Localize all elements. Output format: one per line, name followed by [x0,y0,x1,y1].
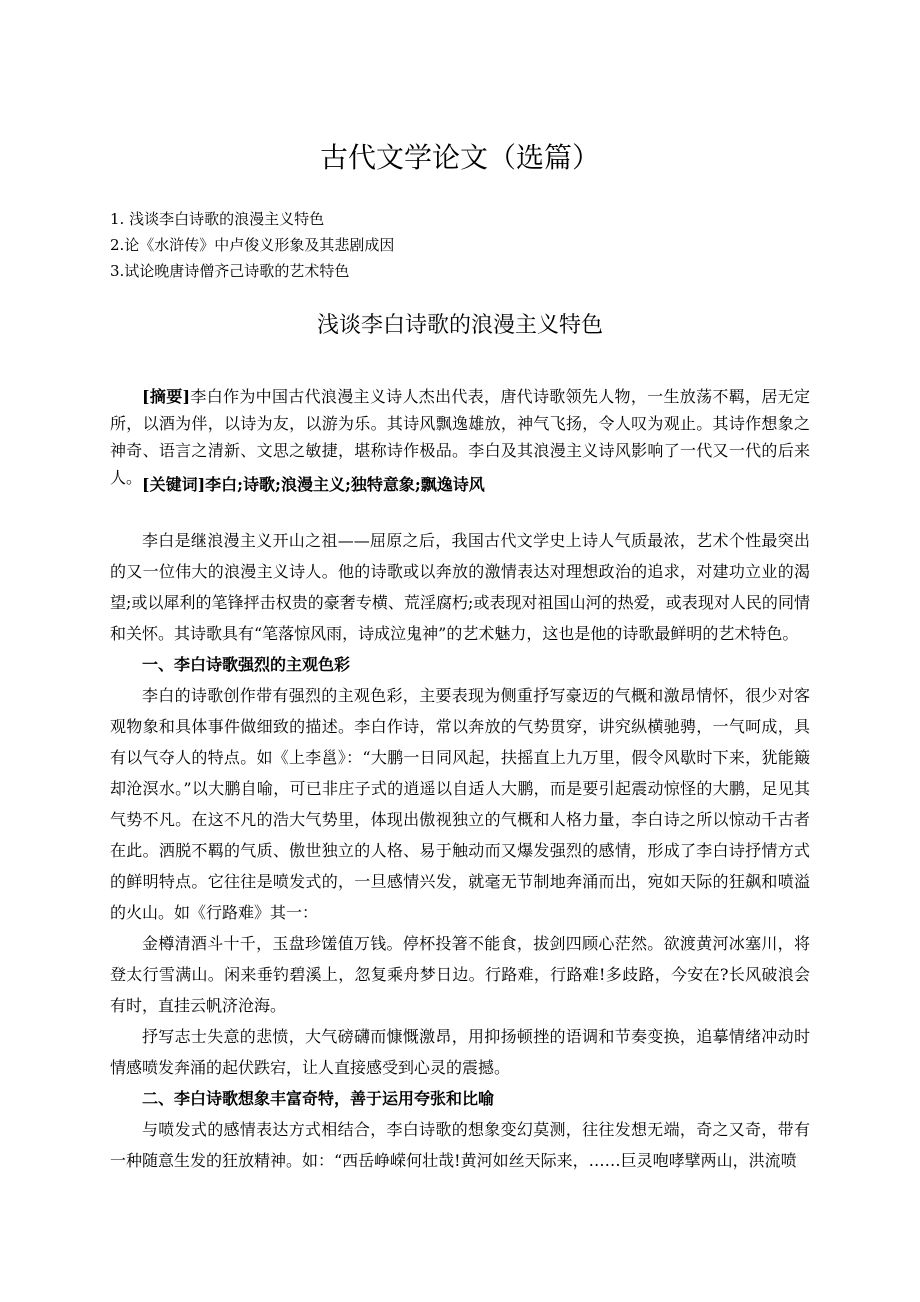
section-1-conclusion: 抒写志士失意的悲愤，大气磅礴而慷慨激昂，用抑扬顿挫的语调和节奏变换，追摹情绪冲动时情感喷发奔涌的起伏跌宕，让人直接感受到心灵的震撼。 [110,1027,810,1077]
toc-item: 3.试论晚唐诗僧齐己诗歌的艺术特色 [110,262,350,280]
document-title: 古代文学论文（选篇） [319,141,600,174]
section-2-heading: 二、李白诗歌想象丰富奇特，善于运用夸张和比喻 [142,1089,495,1108]
abstract-text: 李白作为中国古代浪漫主义诗人杰出代表，唐代诗歌领先人物，一生放荡不羁，居无定所，以酒为伴，以诗为友，以游为乐。其诗风飘逸雄放，神气飞扬，令人叹为观止。其诗作想象之神奇、语言之清新、文思之敏捷，堪称诗作极品。李白及其浪漫主义诗风影响了一代又一代的后来人。 [110,387,810,487]
table-of-contents [110,206,394,284]
toc-item: 2.论《水浒传》中卢俊义形象及其悲剧成因 [110,236,395,254]
article-title: 浅谈李白诗歌的浪漫主义特色 [316,313,603,338]
section-1-heading: 一、李白诗歌强烈的主观色彩 [142,655,351,674]
section-1-paragraph: 李白的诗歌创作带有强烈的主观色彩，主要表现为侧重抒写豪迈的气概和激昂情怀，很少对客观物象和具体事件做细致的描述。李白作诗，常以奔放的气势贯穿，讲究纵横驰骋，一气呵成，具有以气夺人的特点。如《上李邕》：“大鹏一日同风起，扶摇直上九万里，假令风歇时下来，犹能簸却沧溟水。”以大鹏自喻，可已非庄子式的逍遥以自适人大鹏，而是要引起震动惊怪的大鹏，足见其气势不凡。在这不凡的浩大气势里，体现出傲视独立的气概和人格力量，李白诗之所以惊动千古者在此。洒脱不羁的气质、傲世独立的人格、易于触动而又爆发强烈的感情，形成了李白诗抒情方式的鲜明特点。它往往是喷发式的，一旦感情兴发，就毫无节制地奔涌而出，宛如天际的狂飙和喷溢的火山。如《行路难》其一： [110,686,810,922]
intro-paragraph: 李白是继浪漫主义开山之祖——屈原之后，我国古代文学史上诗人气质最浓，艺术个性最突出的又一位伟大的浪漫主义诗人。他的诗歌或以奔放的激情表达对理想政治的追求，对建功立业的渴望;或以犀利的笔锋抨击权贵的豪奢专横、荒淫腐朽;或表现对祖国山河的热爱，或表现对人民的同情和关怀。其诗歌具有“笔落惊风雨，诗成泣鬼神”的艺术魅力，这也是他的诗歌最鲜明的艺术特色。 [110,531,810,643]
abstract-label: [摘要] [142,387,191,406]
section-2-paragraph: 与喷发式的感情表达方式相结合，李白诗歌的想象变幻莫测，往往发想无端，奇之又奇，带有一种随意生发的狂放精神。如：“西岳峥嵘何壮哉!黄河如丝天际来，……巨灵咆哮擘两山，洪流喷 [110,1120,810,1170]
toc-item: 1. 浅谈李白诗歌的浪漫主义特色 [110,210,325,228]
poem-quote: 金樽清酒斗十千，玉盘珍馐值万钱。停杯投箸不能食，拔剑四顾心茫然。欲渡黄河冰塞川，将登太行雪满山。闲来垂钓碧溪上，忽复乘舟梦日边。行路难，行路难!多歧路，今安在?长风破浪会有时，直挂云帆济沧海。 [110,934,810,1015]
keywords: [关键词]李白;诗歌;浪漫主义;独特意象;飘逸诗风 [142,475,485,494]
